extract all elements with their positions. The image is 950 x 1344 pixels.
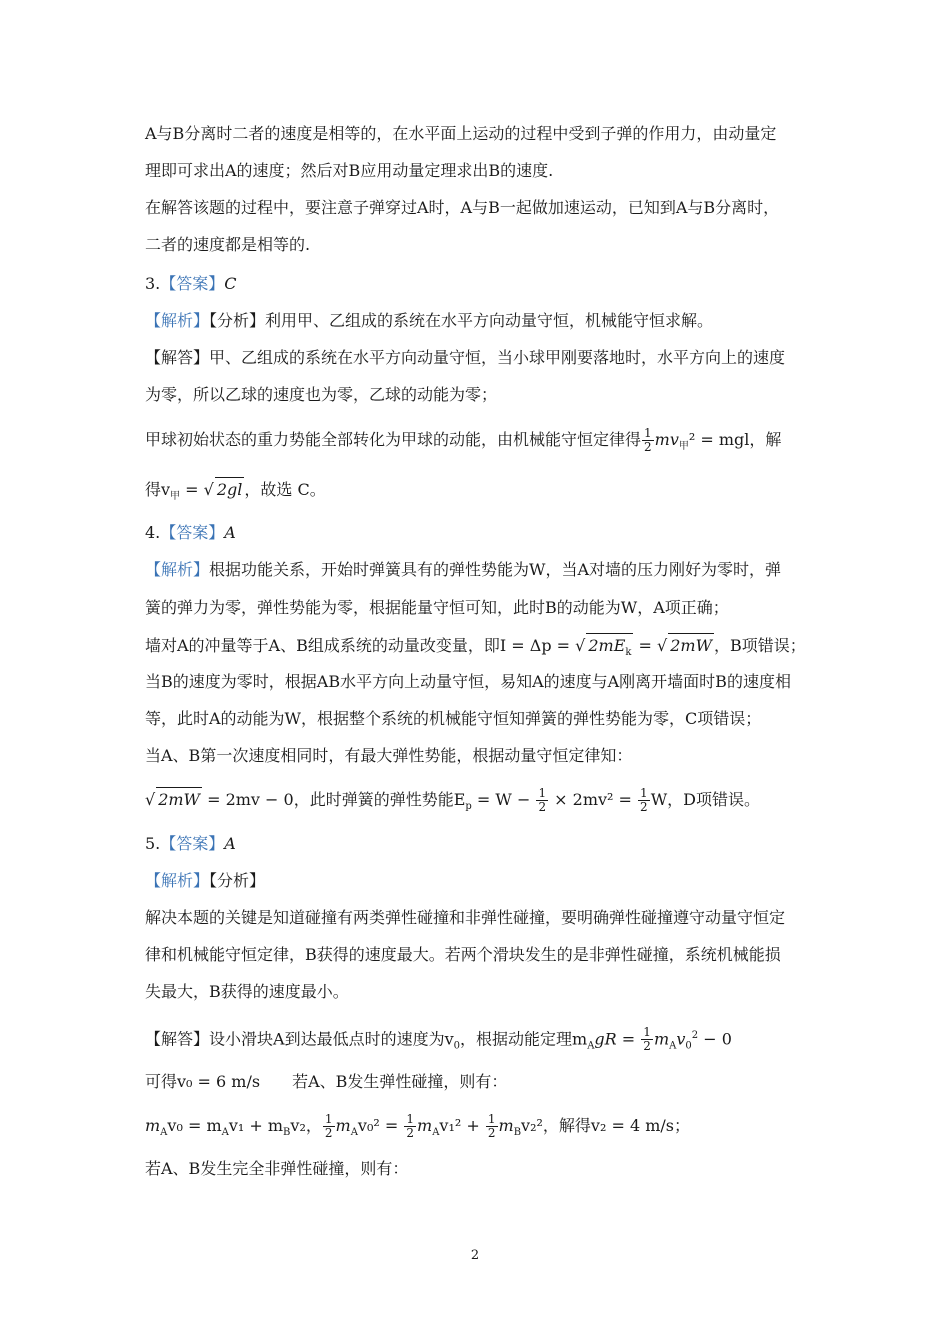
numerator: 1 (406, 1112, 415, 1126)
sqrt-term: 2mW (668, 633, 714, 658)
subscript: B (513, 1127, 522, 1139)
fraction (642, 427, 654, 454)
answer-value: A (224, 523, 236, 542)
math-span: ² = mgl，解 (688, 430, 782, 449)
math-span: mv (654, 430, 679, 449)
formula-line (145, 1024, 732, 1059)
text-line: 簧的弹力为零，弹性势能为零，根据能量守恒可知，此时B的动能为W，A项正确； (145, 598, 729, 617)
math-span: v₁ + m (228, 1116, 284, 1135)
solution-tag: 【解答】 (145, 1029, 210, 1049)
solution-line (145, 346, 785, 370)
subscript: 甲 (678, 441, 689, 453)
numerator: 1 (640, 786, 648, 800)
math-span: 得v (145, 480, 171, 499)
math-span: v (676, 1029, 686, 1049)
subscript: A (350, 1127, 358, 1139)
subscript: p (465, 801, 472, 813)
math-span: × 2mv² = (549, 790, 638, 809)
math-span: v₂²，解得v₂ = 4 m/s； (521, 1116, 690, 1135)
answer-tag: 【答案】 (160, 274, 225, 293)
text-line: 为零，所以乙球的速度也为零，乙球的动能为零； (145, 385, 498, 404)
solution-tag: 【解答】 (145, 348, 210, 367)
text-span: 设小滑块A到达最低点时的速度为v (209, 1029, 454, 1049)
superscript: 2 (691, 1030, 699, 1041)
answer-tag: 【答案】 (160, 834, 225, 853)
answer-value: C (224, 274, 237, 293)
analysis-tag: 【解析】 (145, 871, 210, 890)
analysis-tag: 【解析】 (145, 560, 210, 579)
fraction (404, 1113, 416, 1140)
question-number: 4. (145, 523, 161, 542)
answer-tag: 【答案】 (160, 523, 225, 542)
math-span: 2mE (588, 636, 626, 655)
math-span: m (653, 1029, 670, 1049)
subscript: A (160, 1127, 168, 1139)
text-line: 当A、B第一次速度相同时，有最大弹性势能，根据动量守恒定律知： (145, 746, 633, 765)
math-span: m (417, 1116, 433, 1135)
fraction (486, 1113, 498, 1140)
text-span: 甲球初始状态的重力势能全部转化为甲球的动能，由机械能守恒定律得 (145, 430, 642, 449)
sqrt-term (586, 633, 633, 665)
fraction (638, 787, 650, 814)
text-line: 在解答该题的过程中，要注意子弹穿过A时，A与B一起做加速运动，已知到A与B分离时， (145, 198, 780, 217)
numerator: 1 (644, 426, 652, 440)
subscript: 甲 (170, 491, 181, 503)
math-span: m (498, 1116, 514, 1135)
numerator: 1 (643, 1025, 651, 1040)
denominator: 2 (644, 440, 652, 454)
math-span: − 0 (698, 1029, 732, 1049)
subscript: A (221, 1127, 229, 1139)
text-line: 等，此时A的动能为W，根据整个系统的机械能守恒知弹簧的弹性势能为零，C项错误； (145, 709, 762, 728)
denominator: 2 (640, 800, 648, 814)
denominator: 2 (324, 1126, 333, 1140)
subscript: k (625, 647, 632, 659)
answer-value: A (224, 834, 236, 853)
math-span: = (633, 636, 658, 655)
solution-text: 甲、乙组成的系统在水平方向动量守恒，当小球甲刚要落地时，水平方向上的速度 (209, 348, 786, 367)
analysis-line-q4 (145, 558, 781, 582)
sqrt-term: 2mW (156, 787, 202, 812)
text-span: 墙对A的冲量等于A、B组成系统的动量改变量，即I = Δp = (145, 636, 576, 655)
numerator: 1 (324, 1112, 333, 1126)
fraction (323, 1113, 335, 1140)
math-span: gR = (594, 1029, 641, 1049)
question-number: 3. (145, 274, 161, 293)
denominator: 2 (406, 1126, 415, 1140)
analysis-line-q5 (145, 869, 265, 893)
text-line: 若A、B发生完全非弹性碰撞，则有： (145, 1159, 409, 1178)
subscript: A (432, 1127, 440, 1139)
analysis-line-q3 (145, 309, 713, 333)
text-line: 二者的速度都是相等的. (145, 235, 311, 254)
analysis-tag: 【解析】 (145, 311, 210, 330)
subscript: B (283, 1127, 291, 1139)
denominator: 2 (643, 1039, 651, 1054)
text-span: ，B项错误； (714, 636, 806, 655)
numerator: 1 (538, 786, 547, 800)
math-span: m (335, 1116, 351, 1135)
math-span: = (180, 480, 204, 499)
text-line: 失最大，B获得的速度最小。 (145, 982, 349, 1001)
math-span: v₁² + (439, 1116, 485, 1135)
text-line: A与B分离时二者的速度是相等的，在水平面上运动的过程中受到子弹的作用力，由动量定 (145, 124, 777, 143)
text-span: ，故选 C。 (244, 480, 326, 499)
subscript: A (587, 1040, 595, 1052)
denominator: 2 (538, 800, 547, 814)
formula-line: 墙对A的冲量等于A、B组成系统的动量改变量，即I = Δp = √ $2mE_k$ = √ 2mW ，B项错误； (145, 633, 806, 665)
denominator: 2 (487, 1126, 496, 1140)
fraction (641, 1026, 653, 1053)
analysis-text: 【分析】利用甲、乙组成的系统在水平方向动量守恒，机械能守恒求解。 (209, 311, 714, 330)
text-line: 解决本题的关键是知道碰撞有两类弹性碰撞和非弹性碰撞，要明确弹性碰撞遵守动量守恒定 (145, 908, 786, 927)
text-line: 律和机械能守恒定律，B获得的速度最大。若两个滑块发生的是非弹性碰撞，系统机械能损 (145, 945, 781, 964)
text-span: W，D项错误。 (650, 790, 760, 809)
subscript: 0 (685, 1040, 692, 1052)
sqrt-term: 2gl (215, 477, 245, 502)
subscript: 0 (453, 1040, 460, 1052)
answer-line-q3 (145, 272, 237, 296)
formula-line: 得$v_甲$ = √ 2gl ，故选 C。 (145, 477, 326, 509)
formula-line (145, 427, 781, 459)
math-span: v₂， (290, 1116, 322, 1135)
analysis-text: 【分析】 (209, 871, 266, 890)
page-number: 2 (470, 1248, 480, 1263)
text-span: = 2mv − 0，此时弹簧的弹性势能E (202, 790, 466, 809)
answer-line-q5 (145, 832, 236, 856)
text-span: ，根据动能定理m (460, 1029, 588, 1049)
question-number: 5. (145, 834, 161, 853)
formula-line: √ 2mW = 2mv − 0，此时弹簧的弹性势能$E_p = W$ − $\frac{1}{2}$ × 2mv² = $\frac{1}{2}$ W，D项错误。 (145, 786, 760, 814)
subscript: A (669, 1040, 677, 1052)
formula-line (145, 1113, 690, 1145)
numerator: 1 (487, 1112, 496, 1126)
text-line: 可得v₀ = 6 m/s 若A、B发生弹性碰撞，则有： (145, 1072, 508, 1091)
math-span: v₀² = (357, 1116, 404, 1135)
answer-line-q4 (145, 521, 236, 545)
math-span: m (145, 1116, 161, 1135)
math-span: v₀ = m (167, 1116, 222, 1135)
math-span: = W − (471, 790, 536, 809)
analysis-text: 根据功能关系，开始时弹簧具有的弹性势能为W，当A对墙的压力刚好为零时，弹 (209, 560, 782, 579)
text-line: 理即可求出A的速度；然后对B应用动量定理求出B的速度. (145, 161, 554, 180)
fraction (536, 787, 548, 814)
text-line: 当B的速度为零时，根据AB水平方向上动量守恒，易知A的速度与A刚离开墙面时B的速度相 (145, 672, 791, 691)
